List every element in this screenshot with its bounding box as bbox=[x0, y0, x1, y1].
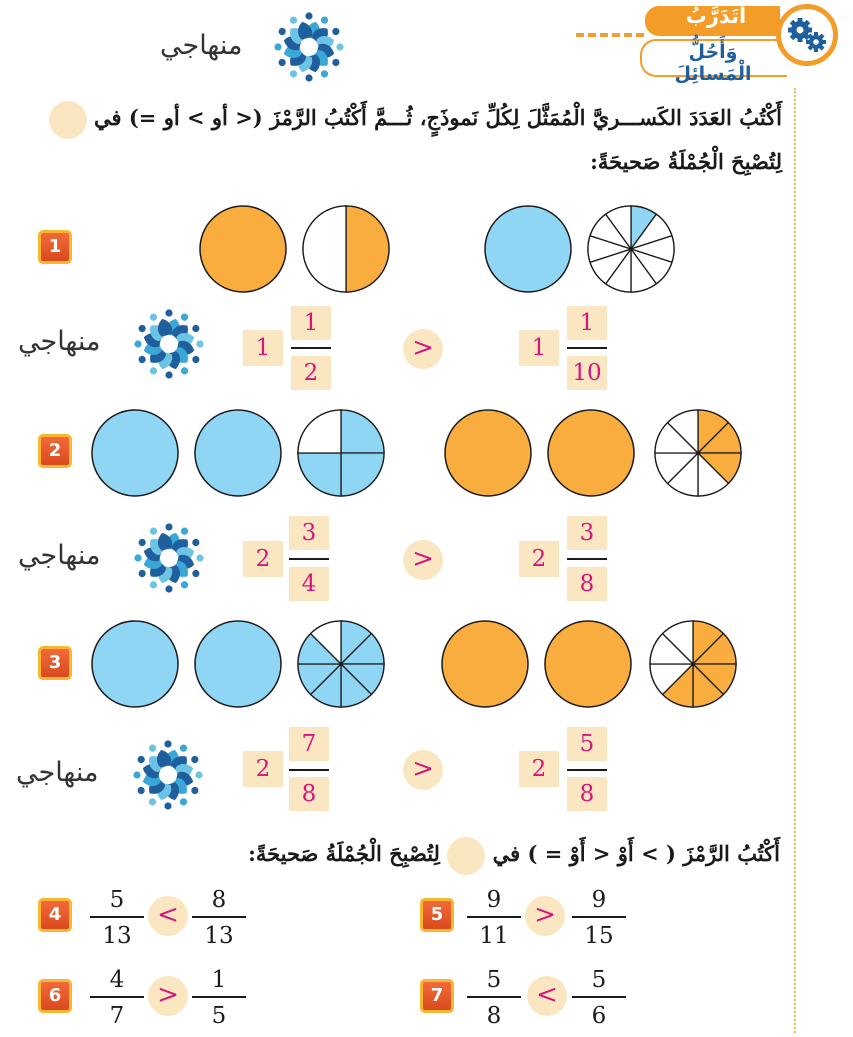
fraction-denominator: 8 bbox=[486, 1003, 502, 1029]
fraction-model-circle bbox=[90, 408, 180, 498]
fraction-denominator: 5 bbox=[211, 1003, 227, 1029]
fraction-denominator: 8 bbox=[567, 567, 607, 601]
header-subtitle: وَأَحُلُّ الْمَسائِلَ bbox=[674, 41, 752, 85]
brand-text: منهاجي bbox=[16, 757, 99, 788]
fraction-denominator: 13 bbox=[204, 923, 234, 949]
fraction-numerator: 9 bbox=[486, 887, 502, 913]
mixed-whole: 2 bbox=[519, 751, 559, 787]
fraction-bar bbox=[572, 916, 626, 918]
gears-icon bbox=[776, 4, 838, 66]
blank-circle-icon bbox=[49, 101, 87, 139]
fraction-bar bbox=[567, 347, 607, 349]
fraction-model-circle bbox=[193, 619, 283, 709]
fraction-model-circle bbox=[198, 204, 288, 294]
fraction-denominator: 11 bbox=[479, 923, 509, 949]
fraction-model-circle bbox=[296, 408, 386, 498]
brand-text: منهاجي bbox=[18, 540, 101, 571]
fraction-denominator: 7 bbox=[109, 1003, 125, 1029]
fraction-denominator: 8 bbox=[567, 777, 607, 811]
margin-rule bbox=[794, 88, 796, 1033]
fraction-bar bbox=[289, 558, 329, 560]
fraction-bar bbox=[467, 916, 521, 918]
problem-number-badge: 1 bbox=[38, 230, 72, 264]
fraction-model-slice bbox=[303, 206, 346, 292]
fraction-numerator: 7 bbox=[289, 727, 329, 761]
fraction-model-slice bbox=[341, 410, 384, 453]
fraction-numerator: 8 bbox=[211, 887, 227, 913]
fraction-model-slice bbox=[298, 410, 341, 453]
fraction-bar bbox=[90, 916, 144, 918]
fraction-model-circle bbox=[440, 619, 530, 709]
instruction-part2-b: لِتُصْبِحَ الْجُمْلَةُ صَحيحَةً: bbox=[248, 841, 440, 866]
mixed-whole: 2 bbox=[519, 541, 559, 577]
instruction-line1: أَكْتُبُ العَدَدَ الكَســـريَّ الْمُمَثَّلَ لِكُلِّ نَموذَجٍ، ثُـــمَّ أَكْتُبُ الرَّمْزَ (< أو > أو =) في bbox=[94, 105, 782, 130]
fraction-model-circle bbox=[586, 204, 676, 294]
brand-text: منهاجي bbox=[18, 326, 101, 357]
fraction-model-circle bbox=[193, 408, 283, 498]
fraction-model-slice bbox=[341, 453, 384, 496]
problem-number-badge: 7 bbox=[420, 979, 454, 1013]
fraction-bar bbox=[567, 769, 607, 771]
fraction-model-circle bbox=[483, 204, 573, 294]
fraction-denominator: 13 bbox=[102, 923, 132, 949]
problem-number-badge: 6 bbox=[38, 979, 72, 1013]
fraction-numerator: 1 bbox=[211, 967, 227, 993]
mixed-whole: 2 bbox=[243, 751, 283, 787]
problem-number-badge: 2 bbox=[38, 434, 72, 468]
fraction-model-slice bbox=[298, 453, 341, 496]
manhaji-logo-icon bbox=[131, 306, 207, 382]
fraction-numerator: 5 bbox=[591, 967, 607, 993]
fraction-bar bbox=[289, 769, 329, 771]
manhaji-logo-icon bbox=[131, 520, 207, 596]
manhaji-logo-icon bbox=[130, 737, 206, 813]
comparison-symbol[interactable]: > bbox=[525, 896, 565, 936]
fraction-bar bbox=[291, 347, 331, 349]
fraction-bar bbox=[90, 996, 144, 998]
fraction-model-slice bbox=[346, 206, 389, 292]
fraction-model-circle bbox=[90, 619, 180, 709]
fraction-numerator: 5 bbox=[109, 887, 125, 913]
fraction-denominator: 10 bbox=[567, 356, 607, 390]
problem-number-badge: 5 bbox=[420, 898, 454, 932]
problem-number-badge: 3 bbox=[38, 646, 72, 680]
fraction-denominator: 8 bbox=[289, 777, 329, 811]
fraction-numerator: 3 bbox=[567, 516, 607, 550]
manhaji-logo-icon bbox=[271, 9, 347, 85]
instruction-part2 bbox=[30, 832, 780, 876]
fraction-model-circle bbox=[296, 619, 386, 709]
fraction-denominator: 2 bbox=[291, 356, 331, 390]
fraction-model-circle bbox=[543, 619, 633, 709]
fraction-denominator: 15 bbox=[584, 923, 614, 949]
comparison-symbol[interactable]: > bbox=[403, 540, 443, 580]
header-title: أَتَدَرَّبُ bbox=[685, 4, 747, 28]
mixed-whole: 1 bbox=[519, 330, 559, 366]
fraction-model-circle bbox=[653, 408, 743, 498]
comparison-symbol[interactable]: < bbox=[148, 896, 188, 936]
mixed-whole: 1 bbox=[243, 330, 283, 366]
mixed-whole: 2 bbox=[243, 541, 283, 577]
fraction-bar bbox=[567, 558, 607, 560]
fraction-model-circle bbox=[546, 408, 636, 498]
fraction-bar bbox=[572, 996, 626, 998]
instruction-part2-a: أَكْتُبُ الرَّمْزَ ( > أَوْ < أَوْ = ) في bbox=[492, 841, 780, 866]
fraction-model-circle bbox=[648, 619, 738, 709]
comparison-symbol[interactable]: > bbox=[403, 329, 443, 369]
fraction-bar bbox=[467, 996, 521, 998]
problem-number-badge: 4 bbox=[38, 898, 72, 932]
fraction-numerator: 5 bbox=[486, 967, 502, 993]
instruction-part1 bbox=[30, 96, 782, 184]
header-dots bbox=[576, 33, 646, 37]
fraction-numerator: 4 bbox=[109, 967, 125, 993]
fraction-bar bbox=[192, 996, 246, 998]
comparison-symbol[interactable]: > bbox=[403, 750, 443, 790]
instruction-line2: لِتُصْبِحَ الْجُمْلَةُ صَحيحَةً: bbox=[590, 149, 782, 174]
brand-text: منهاجي bbox=[160, 30, 243, 61]
fraction-numerator: 9 bbox=[591, 887, 607, 913]
fraction-denominator: 4 bbox=[289, 567, 329, 601]
fraction-denominator: 6 bbox=[591, 1003, 607, 1029]
fraction-numerator: 3 bbox=[289, 516, 329, 550]
blank-circle-icon bbox=[447, 837, 485, 875]
comparison-symbol[interactable]: < bbox=[527, 976, 567, 1016]
fraction-bar bbox=[192, 916, 246, 918]
fraction-numerator: 1 bbox=[291, 306, 331, 340]
comparison-symbol[interactable]: > bbox=[148, 976, 188, 1016]
fraction-numerator: 1 bbox=[567, 306, 607, 340]
fraction-numerator: 5 bbox=[567, 727, 607, 761]
fraction-model-circle bbox=[443, 408, 533, 498]
fraction-model-circle bbox=[301, 204, 391, 294]
